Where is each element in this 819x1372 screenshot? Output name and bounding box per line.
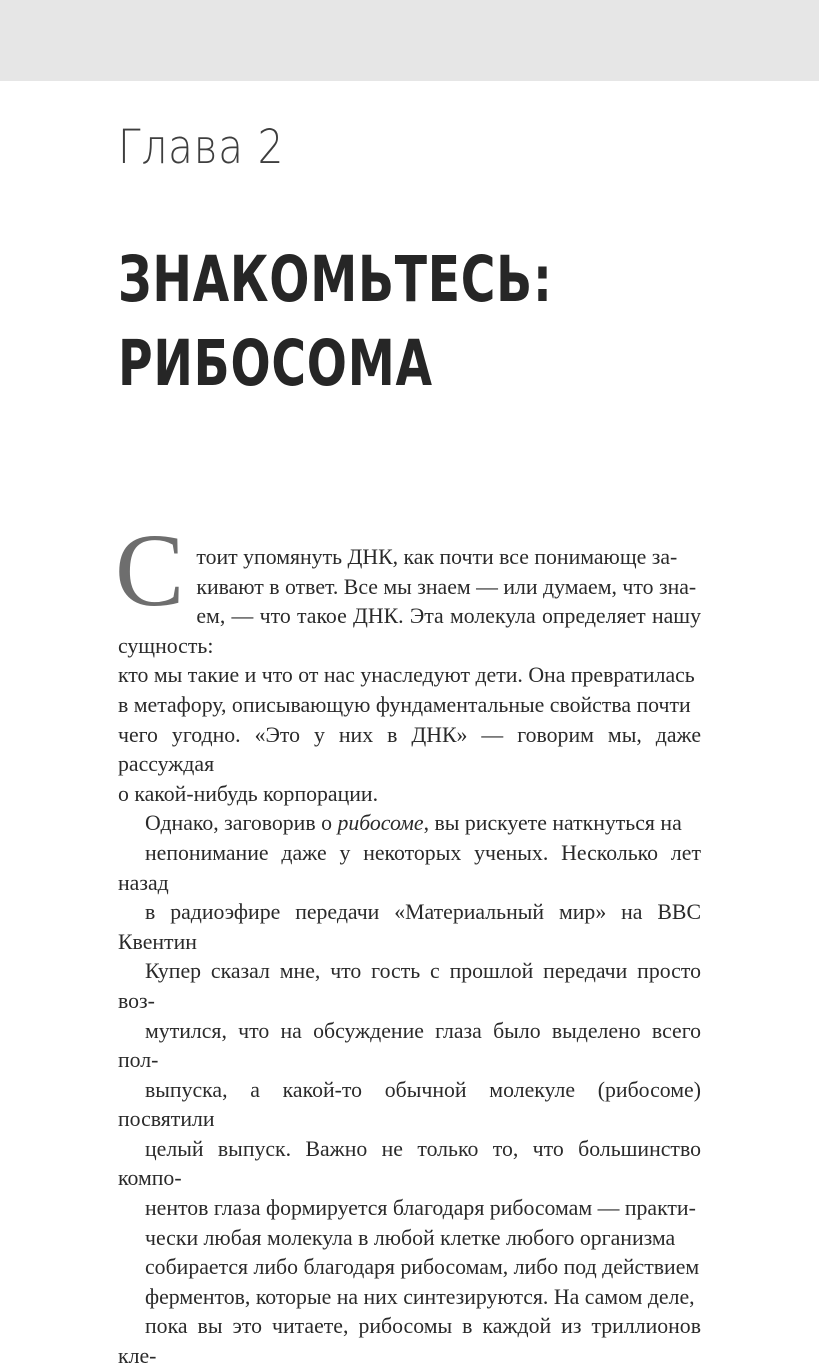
page-header-band — [0, 0, 819, 81]
text-line: непонимание даже у некоторых ученых. Несколько лет назад — [118, 840, 701, 895]
paragraph-2 — [118, 809, 701, 1371]
text-line: в метафору, описывающую фундаментальные свойства почти — [118, 692, 691, 717]
text-line: кто мы такие и что от нас унаследуют дети. Она превратилась — [118, 663, 695, 688]
text-line: ферментов, которые на них синтезируются. На самом деле, — [145, 1284, 695, 1309]
paragraph-1 — [115, 513, 701, 809]
drop-cap: С — [115, 513, 185, 628]
text-line: мутился, что на обсуждение глаза было выделено всего пол- — [118, 1018, 701, 1073]
text-line: Купер сказал мне, что гость с прошлой передачи просто воз- — [118, 959, 701, 1013]
chapter-title — [118, 238, 553, 406]
text-tail: , вы рискуете наткнуться на — [423, 811, 682, 836]
text-line: в радиоэфире передачи «Материальный мир» на BBC Квентин — [118, 900, 701, 954]
text-line-first — [118, 809, 701, 839]
text-line: тоит упомянуть ДНК, как почти все понимающе за- — [196, 545, 678, 569]
text-line: чего угодно. «Это у них в ДНК» — говорим мы, даже рассуждая — [118, 722, 701, 777]
text-line: о какой-нибудь корпорации. — [118, 781, 379, 806]
text-line: кивают в ответ. Все мы знаем — или думаем, что зна- — [196, 574, 697, 599]
italic-term: рибосоме — [337, 811, 424, 836]
text-line: выпуска, а какой-то обычной молекуле (рибосоме) посвятили — [118, 1077, 701, 1132]
text-line: целый выпуск. Важно не только то, что большинство компо- — [118, 1136, 701, 1191]
text-line: чески любая молекула в любой клетке любого организма — [145, 1225, 676, 1250]
text-line: пока вы это читаете, рибосомы в каждой из триллионов кле- — [118, 1314, 701, 1369]
chapter-title-line-1: ЗНАКОМЬТЕСЬ: — [118, 243, 553, 316]
text-line: ем, — что такое ДНК. Эта молекула определяет нашу сущность: — [118, 604, 701, 658]
text-lead: Однако, заговорив о — [145, 811, 338, 836]
body-text — [115, 513, 701, 1372]
text-line: собирается либо благодаря рибосомам, либо под действием — [145, 1255, 700, 1280]
text-line: нентов глаза формируется благодаря рибосомам — практи- — [145, 1196, 696, 1221]
chapter-number: Глава 2 — [118, 120, 285, 175]
chapter-title-line-2: РИБОСОМА — [118, 327, 433, 400]
